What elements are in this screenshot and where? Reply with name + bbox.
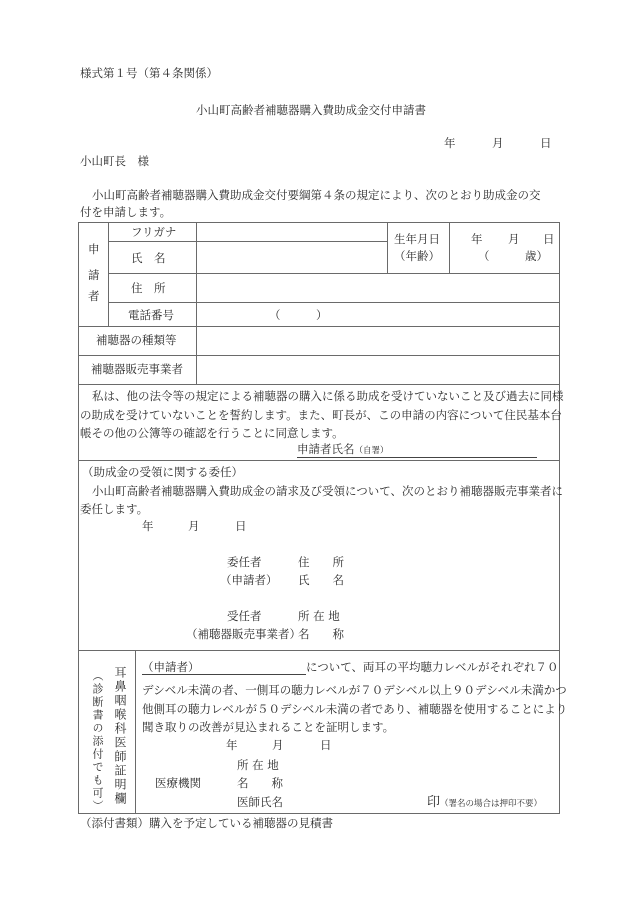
intro-line-2: 付を申請します。 (80, 205, 172, 219)
furigana-label: フリガナ (131, 225, 177, 239)
doctor-line-1 (142, 662, 559, 675)
table-border-right (559, 222, 560, 813)
vendor-label: 補聴器販売事業者 (91, 362, 183, 376)
divider (387, 222, 388, 273)
divider (78, 650, 560, 651)
date-month: 月 (492, 136, 504, 150)
name-label: 氏 名 (131, 251, 166, 265)
age-open: （ (478, 249, 490, 263)
attachments-note: （添付書類）購入を予定している補聴器の見積書 (80, 816, 333, 830)
delegatee-label: 受任者 (227, 609, 262, 623)
delegation-line-1: 小山町高齢者補聴器購入費助成金の請求及び受領について、次のとおり補聴器販売事業者に (92, 484, 564, 498)
address-field[interactable] (198, 274, 558, 301)
pledge-line-1: 私は、他の法令等の規定による補聴器の購入に係る助成を受けていないこと及び過去に同様 (92, 389, 564, 403)
delegation-day[interactable]: 日 (235, 519, 247, 533)
vendor-field[interactable] (198, 356, 558, 383)
birth-month[interactable]: 月 (508, 232, 520, 246)
table-border-bottom (78, 813, 560, 814)
applicant-group-char-2: 請 (88, 268, 100, 282)
applicant-name-field[interactable] (142, 662, 306, 675)
age-label: （年齢） (394, 249, 440, 263)
date-year: 年 (444, 136, 456, 150)
institution-label: 医療機関 (155, 776, 201, 790)
doctor-side-label: 耳鼻咽喉科医師証明欄 (113, 666, 127, 806)
applicant-signature-field[interactable] (297, 444, 537, 458)
hearing-aid-type-label: 補聴器の種類等 (96, 333, 177, 347)
delegator-address-label: 住 所 (298, 555, 344, 569)
doctor-day[interactable]: 日 (320, 738, 332, 752)
address-label: 住 所 (131, 281, 166, 295)
doctor-line-2: デシベル未満の者、一側耳の聴力レベルが７０デシベル以上９０デシベル未満かつ (142, 683, 567, 697)
doctor-line-4: 聞き取りの改善が見込まれることを証明します。 (142, 720, 395, 734)
birth-day[interactable]: 日 (543, 232, 555, 246)
divider (196, 222, 197, 384)
signature-label: 申請者氏名 (297, 442, 355, 456)
phone-label: 電話番号 (128, 308, 174, 322)
doctor-location-label: 所 在 地 (237, 758, 279, 772)
table-border-left (78, 222, 79, 813)
age-close[interactable]: 歳） (525, 249, 548, 263)
doctor-name-label: 医師氏名 (237, 795, 283, 809)
date-day: 日 (540, 136, 552, 150)
furigana-field[interactable] (198, 223, 386, 240)
delegatee-sub: （補聴器販売事業者） (186, 627, 301, 641)
delegation-line-2: 委任します。 (80, 502, 149, 516)
delegator-label: 委任者 (227, 555, 262, 569)
doctor-line-3: 他側耳の聴力レベルが５０デシベル未満の者であり、補聴器を使用することにより (142, 702, 568, 716)
birth-year[interactable]: 年 (471, 232, 483, 246)
delegator-sub: （申請者） (220, 573, 278, 587)
seal-note: （署名の場合は押印不要） (440, 799, 543, 809)
applicant-group-char-3: 者 (88, 289, 100, 303)
doctor-side-note: （診断書の添付でも可） (91, 670, 104, 813)
doctor-month[interactable]: 月 (272, 738, 284, 752)
pledge-line-3: 帳その他の公簿等の確認を行うことに同意します。 (80, 426, 344, 440)
hearing-aid-type-field[interactable] (198, 327, 558, 354)
divider (78, 460, 560, 461)
name-field[interactable] (198, 242, 386, 272)
phone-field[interactable] (198, 303, 558, 325)
delegatee-location-label: 所 在 地 (298, 609, 340, 623)
phone-paren-close: ） (316, 308, 328, 322)
divider (449, 222, 450, 273)
phone-paren-open: （ (269, 308, 281, 322)
delegator-name-label: 氏 名 (298, 573, 344, 587)
divider (108, 222, 109, 326)
delegatee-name-label: 名 称 (298, 627, 344, 641)
applicant-prefix: （申請者） (142, 660, 200, 674)
form-number: 様式第１号（第４条関係） (80, 66, 218, 80)
birth-label: 生年月日 (394, 232, 440, 246)
delegation-year[interactable]: 年 (142, 519, 154, 533)
divider (78, 384, 560, 385)
page-title: 小山町高齢者補聴器購入費助成金交付申請書 (196, 103, 426, 117)
doctor-line-1-rest: について、両耳の平均聴力レベルがそれぞれ７０ (306, 660, 559, 674)
divider (135, 650, 136, 813)
applicant-group-char-1: 申 (88, 242, 100, 256)
doctor-year[interactable]: 年 (226, 738, 238, 752)
doctor-institution-name-label: 名 称 (237, 776, 283, 790)
pledge-line-2: の助成を受けていないことを誓約します。また、町長が、この申請の内容について住民基本台 (80, 408, 562, 422)
signature-note: （自署） (354, 446, 389, 456)
delegation-month[interactable]: 月 (188, 519, 200, 533)
seal-mark: 印 (427, 795, 441, 810)
delegation-heading: （助成金の受領に関する委任） (82, 465, 243, 479)
intro-line-1: 小山町高齢者補聴器購入費助成金交付要綱第４条の規定により、次のとおり助成金の交 (92, 188, 541, 202)
addressee: 小山町長 様 (80, 154, 149, 168)
